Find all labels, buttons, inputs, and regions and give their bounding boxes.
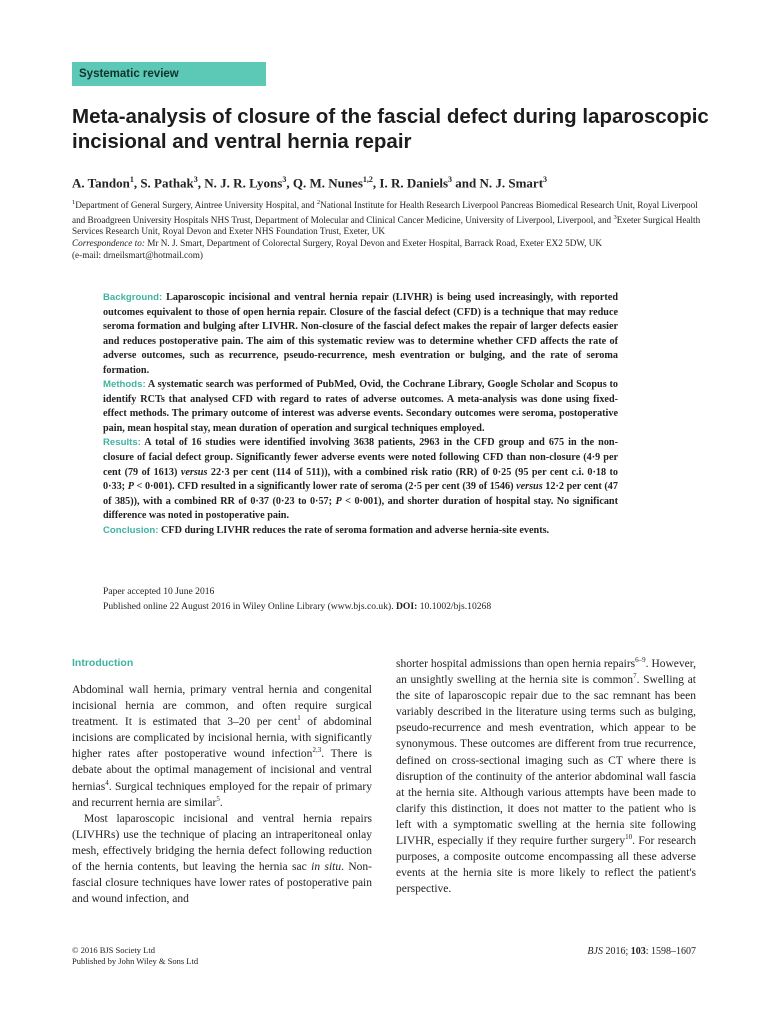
- abstract: [103, 291, 618, 538]
- published-online: Published online 22 August 2016 in Wiley Online Library (www.bjs.co.uk).: [103, 601, 396, 612]
- copyright-text: © 2016 BJS Society Ltd: [72, 945, 155, 955]
- author-affiliation: 3: [193, 175, 198, 184]
- correspondence-text: Mr N. J. Smart, Department of Colorectal Surgery, Royal Devon and Exeter Hospital, Barrack Road, Exeter EX2 5DW, UK: [144, 237, 603, 248]
- citation[interactable]: 10: [625, 833, 633, 842]
- author-name: Q. M. Nunes: [292, 175, 363, 191]
- author-list: A. Tandon$^1$, S. Pathak$^3$, N. J. R. Lyons$^3$, Q. M. Nunes$^{1,2}$, I. R. Daniels$^3$ and N. J. Smart$^3$: [72, 175, 548, 191]
- intro-paragraph-1: Abdominal wall hernia, primary ventral hernia and congenital incisional hernia are common, and often require surgical treatment. It is estimated that 3–20 per cent$^1$ of abdominal incisions are complicated by incisional hernia, with significantly higher rates after postoperative wound infection$^{2,3}$. There is debate about the optimal management of incisional and ventral hernias$^4$. Surgical techniques employed for the repair of primary and recurrent hernia are similar$^5$.: [72, 684, 372, 809]
- author-name: I. R. Daniels: [379, 175, 449, 191]
- correspondence-email[interactable]: (e-mail: drneilsmart@hotmail.com): [72, 249, 203, 260]
- doi-label: DOI:: [396, 601, 418, 612]
- article-title: Meta-analysis of closure of the fascial defect during laparoscopic incisional and ventral hernia repair: [72, 105, 709, 153]
- citation[interactable]: 5: [216, 794, 220, 803]
- publisher-text: Published by John Wiley & Sons Ltd: [72, 956, 199, 966]
- journal-name: BJS: [587, 946, 603, 957]
- author-affiliation: 1: [129, 175, 134, 184]
- page-range: : 1598–1607: [645, 946, 696, 957]
- body-column-right: [396, 656, 696, 897]
- footer-citation: BJS 2016; 103: 1598–1607: [587, 946, 696, 957]
- citation[interactable]: 6–9: [635, 656, 646, 665]
- abstract-background: Background: Laparoscopic incisional and ventral hernia repair (LIVHR) is being used increasingly, with reported outcomes equivalent to those of open hernia repair. Closure of the fascial defect (CFD) is a technique that may reduce seroma formation and bulging after LIVHR. Non-closure of the fascial defect makes the repair of larger defects easier and reduces postoperative pain. The aim of this systematic review was to determine whether CFD affects the rate of adverse outcomes, such as recurrence, pseudo-recurrence, mesh eventration or bulging, and the rate of seroma formation.: [103, 292, 618, 376]
- author-affiliation: 3: [448, 175, 453, 184]
- author-affiliation: 1,2: [362, 175, 373, 184]
- intro-paragraph-2-continued: shorter hospital admissions than open hernia repairs$^{6-9}$. However, an unsightly swelling at the hernia site is common$^7$. Swelling at the site of laparoscopic repair due to the sac remnant has been variably described in the literature using terms such as bulging, pseudo-recurrence and mesh eventration, which appear to be synonymous. These outcomes are different from true recurrence, defined on cross-sectional imaging such as CT where there is disruption of the continuity of the anterior abdominal wall fascia at the hernia site. Although various attempts have been made to clarify this distinction, it does not matter to the patient who is left with a symptomatic swelling at the hernia site following LIVHR, especially if they require further surgery$^{10}$. For research purposes, a composite outcome encompassing all these adverse events at the hernia site is more likely to reflect the patient's perspective.: [396, 656, 697, 896]
- abstract-methods: Methods: A systematic search was performed of PubMed, Ovid, the Cochrane Library, Google Scholar and Scopus to identify RCTs that analysed CFD with regard to rates of adverse outcomes. A meta-analysis was done using fixed-effect methods. The primary outcome of interest was adverse events. Secondary outcomes were seroma, postoperative pain, mean hospital stay, mean duration of operation and surgical techniques employed.: [103, 379, 618, 434]
- results-label: Results:: [103, 437, 141, 449]
- intro-paragraph-2: Most laparoscopic incisional and ventral hernia repairs (LIVHRs) use the technique of placing an intraperitoneal onlay mesh, effectively bridging the hernia defect following reduction of the hernia contents, but leaving the hernia sac in situ. Non-fascial closure techniques have lower rates of postoperative pain and wound infection, and: [72, 812, 372, 906]
- citation[interactable]: 2,3: [312, 746, 322, 755]
- publication-info: [103, 584, 643, 614]
- footer-copyright: [72, 945, 198, 967]
- article-type-tag: Systematic review: [72, 62, 266, 86]
- introduction-heading: Introduction: [72, 657, 134, 669]
- abstract-results: Results: A total of 16 studies were identified involving 3638 patients, 2963 in the CFD group and 675 in the non-closure of facial defect group. Significantly fewer adverse events were noted following CFD than non-closure (4·9 per cent (79 of 1613) versus 22·3 per cent (114 of 511)), with a combined risk ratio (RR) of 0·25 (95 per cent c.i. 0·18 to 0·33; P < 0·001). CFD resulted in a significantly lower rate of seroma (2·5 per cent (39 of 1546) versus 12·2 per cent (47 of 385)), with a combined RR of 0·37 (0·23 to 0·57; P < 0·001), and shorter duration of hospital stay. No significant difference was noted in postoperative pain.: [103, 437, 619, 522]
- journal-volume: 103: [630, 946, 646, 957]
- citation[interactable]: 7: [633, 672, 637, 681]
- affiliations: $^1$Department of General Surgery, Aintree University Hospital, and $^2$National Institute for Health Research Liverpool Pancreas Biomedical Research Unit, Royal Liverpool and Broadgreen University Hospitals NHS Trust, Department of Molecular and Clinical Cancer Medicine, University of Liverpool, Liverpool, and $^3$Exeter Surgical Health Services Research Unit, Royal Devon and Exeter NHS Foundation Trust, Exeter, UK Correspondence to: Mr N. J. Smart, Department of Colorectal Surgery, Royal Devon and Exeter Hospital, Barrack Road, Exeter EX2 5DW, UK (e-mail: drneilsmart@hotmail.com): [72, 199, 701, 260]
- body-column-left: [72, 682, 372, 907]
- author-affiliation: 3: [282, 175, 287, 184]
- author-name: S. Pathak: [140, 175, 194, 191]
- abstract-conclusion: Conclusion: CFD during LIVHR reduces the rate of seroma formation and adverse hernia-site events.: [103, 524, 550, 536]
- author-name: N. J. R. Lyons: [204, 175, 283, 191]
- correspondence-label: Correspondence to:: [72, 237, 145, 248]
- author-name: N. J. Smart: [479, 175, 544, 191]
- citation[interactable]: 1: [297, 714, 301, 723]
- methods-label: Methods:: [103, 379, 146, 391]
- author-name: A. Tandon: [72, 175, 130, 191]
- citation[interactable]: 4: [105, 778, 109, 787]
- background-label: Background:: [103, 292, 163, 303]
- doi-link[interactable]: 10.1002/bjs.10268: [417, 601, 492, 612]
- conclusion-label: Conclusion:: [103, 524, 159, 536]
- accepted-date: Paper accepted 10 June 2016: [103, 586, 215, 597]
- author-affiliation: 3: [543, 175, 548, 184]
